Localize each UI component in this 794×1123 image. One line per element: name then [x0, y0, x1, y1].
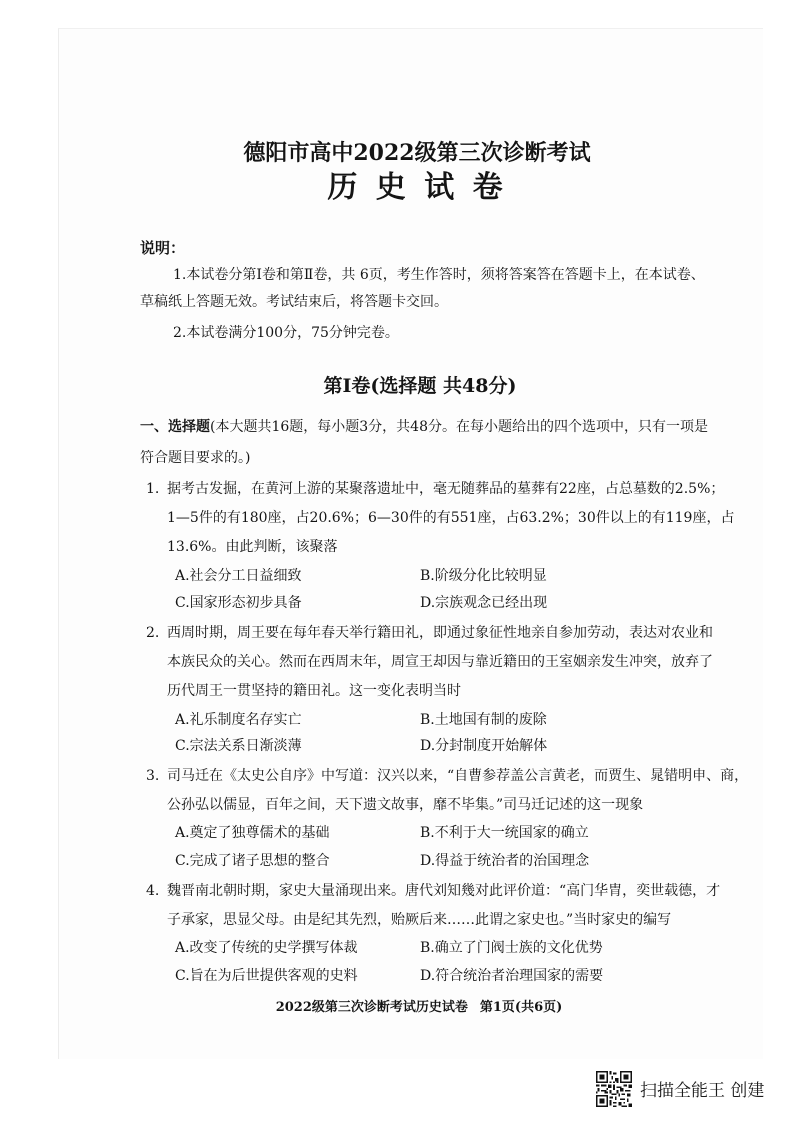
instruction-item-1-line-1: 1.本试卷分第Ⅰ卷和第Ⅱ卷，共 6页，考生作答时，须将答案答在答题卡上，在本试卷、	[173, 267, 705, 283]
question-2-option-d: D.分封制度开始解体	[420, 738, 548, 754]
footer-exam-name: 2022级第三次诊断考试历史试卷	[275, 1000, 468, 1015]
question-4-option-b: B.确立了门阀士族的文化优势	[420, 940, 603, 956]
question-4-option-c: C.旨在为后世提供客观的史料	[175, 968, 358, 984]
question-3-option-c: C.完成了诸子思想的整合	[175, 853, 330, 869]
exam-title: 德阳市高中2022级第三次诊断考试	[243, 140, 591, 166]
instructions-heading: 说明：	[140, 239, 186, 257]
question-2-stem-line-1: 西周时期，周王要在每年春天举行籍田礼，即通过象征性地亲自参加劳动，表达对农业和	[167, 625, 713, 641]
question-1-option-d: D.宗族观念已经出现	[420, 595, 548, 611]
question-3-option-b: B.不利于大一统国家的确立	[420, 825, 589, 841]
question-1-option-c: C.国家形态初步具备	[175, 595, 302, 611]
section-intro-text: (本大题共16题，每小题3分，共48分。在每小题给出的四个选项中，只有一项是	[210, 419, 708, 435]
question-3-stem-line-1: 司马迁在《太史公自序》中写道：汉兴以来，“自曹参荐盖公言黄老，而贾生、晁错明申、商，	[167, 768, 749, 784]
question-4-number: 4.	[146, 883, 160, 899]
footer-page-info: 第1页(共6页)	[479, 1000, 563, 1015]
question-2-option-b: B.土地国有制的废除	[420, 712, 547, 728]
scanner-watermark-text: 扫描全能王 创建	[640, 1081, 765, 1101]
question-1-option-b: B.阶级分化比较明显	[420, 568, 547, 584]
section-intro-line-2: 符合题目要求的。)	[140, 450, 251, 466]
page-footer	[219, 1000, 619, 1016]
question-3-option-a: A.奠定了独尊儒术的基础	[175, 825, 330, 841]
question-4-option-d: D.符合统治者治理国家的需要	[420, 968, 604, 984]
instruction-item-1-line-2: 草稿纸上答题无效。考试结束后，将答题卡交回。	[140, 294, 448, 310]
question-2-stem-line-3: 历代周王一贯坚持的籍田礼。这一变化表明当时	[167, 683, 461, 699]
question-1-stem-line-1: 据考古发掘，在黄河上游的某聚落遗址中，毫无随葬品的墓葬有22座，占总墓数的2.5%；	[167, 481, 725, 497]
question-4-option-a: A.改变了传统的史学撰写体裁	[175, 940, 358, 956]
subject-title: 历 史 试 卷	[327, 170, 507, 205]
instruction-item-2: 2.本试卷满分100分，75分钟完卷。	[173, 325, 399, 341]
question-2-option-c: C.宗法关系日渐淡薄	[175, 738, 302, 754]
qr-code-icon	[596, 1071, 632, 1107]
question-2-option-a: A.礼乐制度名存实亡	[175, 712, 302, 728]
part-1-title: 第Ⅰ卷(选择题 共48分)	[323, 375, 517, 397]
section-intro-line-1	[140, 418, 708, 436]
question-1-option-a: A.社会分工日益细致	[175, 568, 302, 584]
question-1-stem-line-2: 1—5件的有180座，占20.6%；6—30件的有551座，占63.2%；30件以上的有119座，占	[167, 510, 735, 526]
question-2-stem-line-2: 本族民众的关心。然而在西周末年，周宣王却因与靠近籍田的王室姻亲发生冲突，放弃了	[167, 654, 713, 670]
question-1-stem-line-3: 13.6%。由此判断，该聚落	[167, 539, 338, 555]
question-4-stem-line-1: 魏晋南北朝时期，家史大量涌现出来。唐代刘知幾对此评价道：“高门华胄，奕世载德，才	[167, 883, 721, 899]
question-3-option-d: D.得益于统治者的治国理念	[420, 853, 590, 869]
question-3-stem-line-2: 公孙弘以儒显，百年之间，天下遗文故事，靡不毕集。”司马迁记述的这一现象	[167, 797, 644, 813]
question-4-stem-line-2: 子承家，思显父母。由是纪其先烈，贻厥后来……此谓之家史也。”当时家史的编写	[167, 912, 672, 928]
question-3-number: 3.	[146, 768, 160, 784]
section-label: 一、选择题	[140, 419, 210, 435]
question-2-number: 2.	[146, 625, 160, 641]
question-1-number: 1.	[146, 481, 160, 497]
